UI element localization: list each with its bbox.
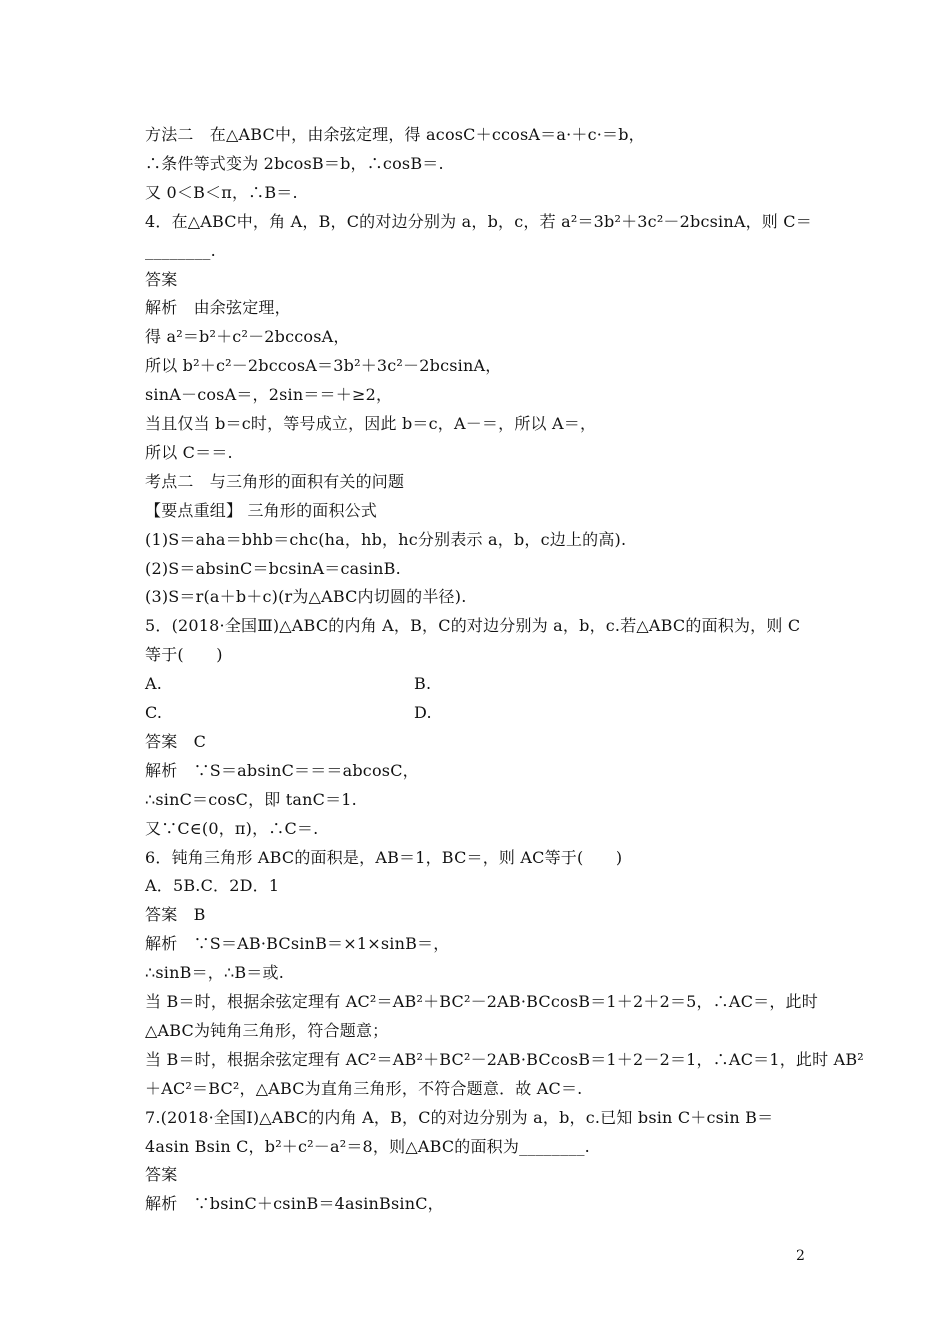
- line-text: 解析 由余弦定理，: [145, 298, 291, 317]
- text-line: [145, 472, 404, 492]
- line-text: ∴sinB＝，∴B＝或.: [145, 963, 284, 982]
- text-line: [145, 587, 466, 607]
- text-line: [145, 992, 818, 1012]
- line-text: 所以 b²＋c²－2bccosA＝3b²＋3c²－2bcsinA，: [145, 356, 502, 375]
- text-line: [145, 327, 350, 347]
- text-line: [145, 963, 284, 983]
- line-text: sinA－cosA＝，2sin＝＝＋≥2，: [145, 385, 393, 404]
- line-text: 答案 C: [145, 732, 207, 751]
- line-text: 等于( ): [145, 645, 223, 664]
- line-text: 解析 ∵S＝absinC＝＝＝abcosC，: [145, 761, 419, 780]
- text-line: [145, 905, 206, 925]
- text-line: [145, 645, 223, 665]
- line-text: 解析 ∵S＝AB·BCsinB＝×1×sinB＝，: [145, 934, 450, 953]
- text-line: [145, 154, 444, 174]
- line-text: 6．钝角三角形 ABC的面积是，AB＝1，BC＝，则 AC等于( ): [145, 848, 623, 867]
- text-line: [145, 761, 419, 781]
- line-text: ＋AC²＝BC²，△ABC为直角三角形，不符合题意．故 AC＝.: [145, 1079, 583, 1098]
- text-line: [145, 790, 357, 810]
- text-line: [145, 674, 432, 694]
- text-line: [145, 732, 206, 752]
- line-text: (2)S＝absinC＝bcsinA＝casinB.: [145, 559, 401, 578]
- line-text: 答案: [145, 270, 178, 289]
- text-line: [145, 876, 279, 896]
- line-text: △ABC为钝角三角形，符合题意；: [145, 1021, 389, 1040]
- line-text: (3)S＝r(a＋b＋c)(r为△ABC内切圆的半径).: [145, 587, 467, 606]
- text-line: [145, 1108, 773, 1128]
- text-line: [145, 848, 622, 868]
- option-second-column: D.: [414, 703, 432, 722]
- line-text: 4asin Bsin C，b²＋c²－a²＝8，则△ABC的面积为________.: [145, 1137, 590, 1156]
- line-text: 7.(2018·全国Ⅰ)△ABC的内角 A，B，C的对边分别为 a，b，c.已知 bsin C＋csin B＝: [145, 1108, 774, 1127]
- text-line: [145, 1079, 582, 1099]
- line-text: 答案: [145, 1165, 178, 1184]
- line-text: ________.: [145, 241, 216, 260]
- text-line: [145, 1050, 864, 1070]
- line-text: 答案 B: [145, 905, 206, 924]
- line-text: 解析 ∵bsinC＋csinB＝4asinBsinC，: [145, 1194, 444, 1213]
- text-line: [145, 616, 800, 636]
- line-text: 【要点重组】 三角形的面积公式: [145, 501, 378, 520]
- text-line: [145, 819, 318, 839]
- text-line: [145, 1021, 388, 1041]
- text-line: [145, 212, 812, 232]
- text-line: [145, 703, 432, 723]
- line-text: 当 B＝时，根据余弦定理有 AC²＝AB²＋BC²－2AB·BCcosB＝1＋2－2＝1，∴AC＝1，此时 AB²: [145, 1050, 864, 1069]
- line-text: A.: [145, 674, 163, 693]
- line-text: 考点二 与三角形的面积有关的问题: [145, 472, 405, 491]
- text-line: [145, 559, 401, 579]
- line-text: 所以 C＝＝.: [145, 443, 233, 462]
- line-text: 当 B＝时，根据余弦定理有 AC²＝AB²＋BC²－2AB·BCcosB＝1＋2＋2＝5，∴AC＝，此时: [145, 992, 818, 1011]
- line-text: 又 0＜B＜π，∴B＝.: [145, 183, 298, 202]
- text-line: [145, 1165, 177, 1185]
- line-text: C.: [145, 703, 163, 722]
- line-text: 5．(2018·全国Ⅲ)△ABC的内角 A，B，C的对边分别为 a，b，c.若△ABC的面积为，则 C: [145, 616, 801, 635]
- text-line: [145, 1194, 444, 1214]
- line-text: ∴sinC＝cosC，即 tanC＝1.: [145, 790, 357, 809]
- line-text: 又∵C∈(0，π)，∴C＝.: [145, 819, 319, 838]
- line-text: 当且仅当 b＝c时，等号成立，因此 b＝c，A－＝，所以 A＝，: [145, 414, 597, 433]
- text-line: [145, 241, 216, 261]
- text-line: [145, 414, 596, 434]
- page-number: 2: [796, 1248, 805, 1264]
- text-line: [145, 385, 392, 405]
- text-line: [145, 501, 377, 521]
- line-text: A．5B.C．2D．1: [145, 876, 280, 895]
- text-line: [145, 356, 501, 376]
- line-text: (1)S＝aha＝bhb＝chc(ha，hb，hc分别表示 a，b，c边上的高).: [145, 530, 627, 549]
- text-line: [145, 183, 298, 203]
- line-text: ∴条件等式变为 2bcosB＝b，∴cosB＝.: [145, 154, 444, 173]
- text-line: [145, 270, 177, 290]
- option-second-column: B.: [414, 674, 432, 693]
- line-text: 方法二 在△ABC中，由余弦定理，得 acosC＋ccosA＝a·＋c·＝b，: [145, 125, 645, 144]
- text-line: [145, 298, 291, 318]
- text-line: [145, 934, 449, 954]
- text-line: [145, 1137, 590, 1157]
- text-line: [145, 125, 645, 145]
- text-line: [145, 530, 626, 550]
- line-text: 4．在△ABC中，角 A，B，C的对边分别为 a，b，c，若 a²＝3b²＋3c²－2bcsinA，则 C＝: [145, 212, 812, 231]
- line-text: 得 a²＝b²＋c²－2bccosA，: [145, 327, 350, 346]
- text-line: [145, 443, 233, 463]
